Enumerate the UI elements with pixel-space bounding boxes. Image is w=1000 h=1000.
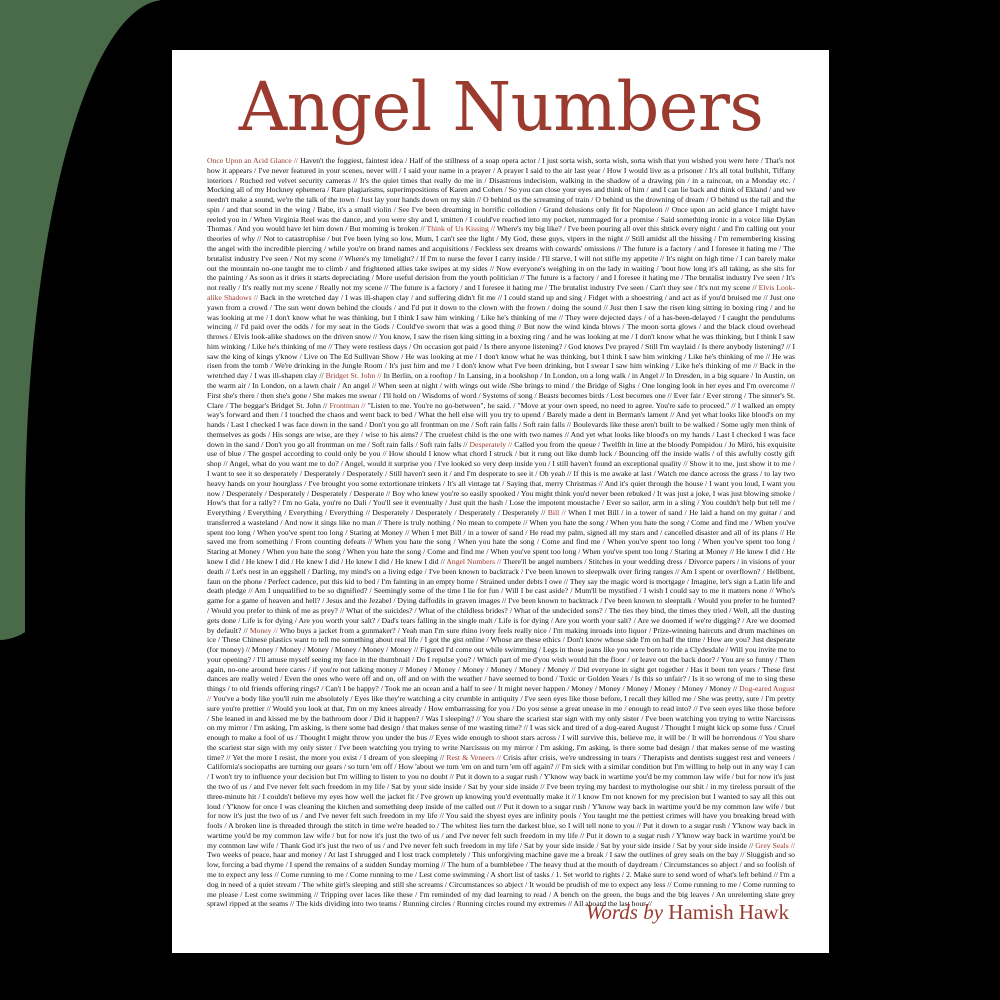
song-title: Angel Numbers // xyxy=(446,557,502,567)
song-title: Frontman // xyxy=(329,400,366,410)
song-title: Dog-eared August // xyxy=(207,684,795,703)
song-title: Desperately // xyxy=(469,439,513,449)
song-lyrics: Called you from the queue / Twelfth in line at the bloody Pompidou / Jo Miró, his exquisite use of blue / The gospel according to could only be you // How should I know what chord I struck / but it rung out like dumb luck / Bouncing off the inside walls / of this awfully costly gift shop // Angel, what do you want me to do? / Angel, would it surprise you / I've looked so very deep inside you / I still haven't found an exceptional quality // Show it to me, just show it to me / I want to see it so desperately / Desperately / Desperately / Still haven't seen it / and I'm desperate to see it / Oh yeah // If this is me awake at last / Watch me dance across the grass / to lay two heavy hands on your hourglass / I've brought you some extortionate trinkets / It's all vintage tat / Saying that, merry Christmas // And it's quiet through the house / I want you loud, I want you now / Desperately / Desperately / Desperately / Desperate // Boy who knew you're so easily spooked / You might think you'd never been rebuked / It was just a joke, I was just blowing smoke / How's that for a rally? / I'm no Gala, you're no Dali / You'll see it eventually / Just quit the hash / Lose the impotent moustache / Ever so sailor, arm in a sling / You couldn't help but tell me / Everything / Everything / Everything / Everything // Desperately / Desperately / Desperately / Desperately // xyxy=(207,439,795,518)
song-lyrics: Two weeks of peace, haar and money / At last I shrugged and I lost track completely / This unforgiving machine gave me a break / I saw the outlines of grey seals on the bay // Sluggish and so low, forcing a bad rhyme / I spend the remains of a sudden Sunday morning // The hum of a bumblebee / The heavy thud at the mouth of daydream / Circumstances so abject / and so foolish of me to expect any less // Come running to me / Come running to me / Lest come swimming / A short list of tasks / 1. Set world to rights / 2. Make sure to send word of what's left behind // I'm a dog in need of a quiet stream / The white girl's sleeping and still she screams / Circumstances so abject / It would be prudish of me to expect any less // Come running to me / Come running to me please / Lest come swimming // Tripping over laces like these / I'm reminded of my dad learning to read / A bench on the green, the bugs and the big leaves / An unrelenting slate grey sprawl ripped at the seams // The kids dividing into two teams / Running circles / Running circles round my extremes // All aboard the last hour // xyxy=(207,850,795,909)
song-title: Rest & Veneers // xyxy=(446,752,501,762)
song-title: Bridget St. John // xyxy=(325,371,382,381)
song-title: Grey Seals // xyxy=(755,840,795,850)
song-lyrics: Where's my big like? / I've been pouring all over this shtick every night / and I'm calling out your theories of why // Not to catastrophise / but I've been lying so low, Mum, I can't see the light / My God, these guys, vipers in the night // Still amidst all the hissing / I'm remembering kissing the angel with the incredible piercing / while you're on brand names and acquisitions / Feckless sex dreams with cowards' omissions // The future is a factory / and I foresee it hating me / The brutalist industry I've seen / Not my scene // Where's my limelight? / If I'm to nurse the fever I carry inside / I'll starve, I will not stifle my appetite // It's night on high time / I can barely make out the mountain no-one taught me to climb / and frightened allies take swipes at my sides // Now everyone's weighing in on the lady in waiting / 'bout how long it's all taking, as she sits for the painting / As soon as it dries it starts depreciating / More useful derision from the youth politician // The future is a factory / and I foresee it hating me / The brutalist industry I've seen / It's not really / It's really not my scene / Really not my scene // The future is a factory / and I foresee it hating me / The brutalist industry I've seen / Can't they see / It's not my scene // xyxy=(207,224,795,293)
song-title: Money // xyxy=(249,625,278,635)
song-title: Think of Us Kissing // xyxy=(426,224,496,234)
song-title: Elvis Look-alike Shadows // xyxy=(207,283,795,302)
song-lyrics: Who buys a jacket from a gunmaker? / Yeah man I'm sure rhino ivory feels really nice / I'm making inroads into liquor / Prize-winning haircuts and drum machines on ice / These Chinese plastics want to tell me something about real life / I got the gist online / Whose are these ethics / Don't know whose side I'm on half the time / How are you? Just desperate (for money) // Money / Money / Money / Money / Money / Money // Figured I'd come out while swimming / Legs in those jeans like you were born to ride a Clydesdale / Will you invite me to your opening? / I'll amuse myself seeing my face in the thumbnail / Do I repulse you? / Which part of me d'you wish would hit the floor / or leave out the back door? / You are so funny / Then again, no-one around here cares / if you're not talking money // Money / Money / Money / Money / Money / Money // Did everyone in sight get together / Has it been ten years / These first dances are really weird / Even the ones who were off and on, off and on with the weather / have seemed to bond / Toxic or Golden Years / Is this so unfair? / Is it so wrong of me to sing these things / to old friends offering rings? / Can't I be happy? / Took me an ocean and a half to see / It might never happen / Money / Money / Money / Money / Money / Money // xyxy=(207,625,795,694)
song-lyrics: When I met Bill / in a tower of sand / He laid a hand on my guitar / and transferred a wasteland / And now it sings like no man // There is truly nothing / No mean to compete // When you hate the song / When you hate the song / Come and find me / When you've spent too long / When you've spent too long / Staring at Money // When I met Bill / in a tower of sand / He read my palm, signed all my stars and / cancelled disaster and all of its plans // He saved me from something / From counting defeats // When you hate the song / When you hate the song / Come and find me / When you've spent too long / When you've spent too long / Staring at Money / When you hate the song / When you hate the song / Come and find me / When you've spent too long / When you've spent too long / Staring at Money // He knew I did / He knew I did / He knew I did / He knew I did / He knew I did / He knew I did // xyxy=(207,508,795,567)
song-lyrics: There'll be angel numbers / Stitches in your wedding dress / Divorce papers / in visions of your death // Let's nest in an eggshell / Darling, my mind's on a living edge / I've been known to backtrack / I've been known to sleepwalk over firing ranges // Am I spent or overflown? / Hellbent, faun on the phone / Perfect cadence, put this kid to bed / I'm fainting in an empty home / Strained under debts I owe // They say the magic word is mortgage / Imagine, let's sign a Latin life and death pledge // Am I unqualified to be so dignified? / Seemingly some of the time I lie for fun / Will I be cast aside? / Mum'll be mystified / I wish I could say to me it matters none // Who's game for a game of heaven and hell? / Jesus and the Jezabel / Dying daffodils in graven images // I've been known to backtrack / I've been known to sleeptalk / Would you prefer to be hunted? / Would you prefer to think of me as prey? // What of the suicides? / What of the childless brides? / What of the undecided sons? / The ties they bind, the times they tried / Well, all the dusting gets done / Life is for dying / Are you worth your salt? / Dad's tears falling in the single malt / Life is for dying / Are you worth your salt? / Are we doomed if we're digging? / Are we doomed by default? // xyxy=(207,557,795,635)
lyrics-block xyxy=(207,156,795,909)
credit-prefix: Words by xyxy=(585,900,664,924)
song-lyrics: "Listen to me. You're no go-between", he said. / "Move at your own speed, no need to agree. You're safe to proceed." // I walked an empty way's forward and then / I touched the chaos and went back to bed / What the hell else will you try to upend / Barely made a dent in Berman's lament // And yet what looks like blood's on my hands / Last I checked I was face down in the sand / Don't you go all frontman on me / Soft rain falls / Soft rain falls // Boulevards like these aren't built to be walked / Some ugly men think of themselves as gods / His songs are wise, are they / wise to his aims? / The cruelest child is the one with two names // And yet what looks like blood's on my hands / Last I checked I was face down in the sand / Don't you go all frontman on me / Soft rain falls / Soft rain falls // xyxy=(207,400,796,449)
song-lyrics: Haven't the foggiest, faintest idea / Half of the stillness of a soap opera actor / I just sorta wish, sorta wish, sorta wish that you wished you were here / That's not how it appears / I've never featured in your scenes, never will / I said your name in a prayer / A prayer I said to the air last year / How I would live as a prisoner / It's all total bullshit, Tiffany interiors / Ruched red velvet security cameras // It's the quiet times that really do me in / Disastrous indecision, walking in the shadow of a drawing pin / in a raincoat, on a Monday etc. / Mocking all of my Hockney ephemera / Rare plagiarisms, superimpositions of Karen and Cohen / So you can close your eyes and think of him / and I can lie back and think of Ekland / and we needn't make a sound, we're the talk of the town / Just lay your hands down on my skin // O behind us the screaming of train / O behind us the drowning of dream / O behind us the tail and the spin / and that sound in the wing / Babe, it's a small violin / See I've been dreaming in horrific collodion / Grand delusions only fit for Napoleon // Once upon an acid glance I might have reeled you in / When Virginia Reel was the dance, and you were shy and I, smitten / I could've reached into my pocket, rummaged for a promise / Said something ironic in a voice like Dylan Thomas / And you would have let him down / But morning is broken // xyxy=(207,156,795,234)
song-lyrics: You've a body like you'll ruin me absolutely / Eyes like they're watching a city crumble in antiquity / I've seen eyes like those before, I recall they killed me / She was pretty, sure / I'm pretty sure you're prettier // Would you look at that, I'm on my knees already / How embarrassing for you / Do you sense a great unease in me / enough to read into? // I've seen eyes like those before / She leaned in and kissed me by the bathroom door / Did it happen? / Was I sleeping? // You share the scariest star sign with my only sister / I've been watching you trying to write Narcissus on my mirror / I'm asking, I'm asking, is there some bad design / that makes sense of me wasting time? // I was sick and tired of a dog-eared August / Thought I might kick up some fuss / Cruel enough to make a fool of us / Thought I might throw you under the bus // Eyes wide enough to shoot stars across / I will survive this, believe me, it will be / It will be horrendous // You share the scariest star sign with my only sister / I've been watching you trying to write Narcissus on my mirror / I'm asking, I'm asking, is there some bad design / that makes sense of me wasting time? // Yet the more I resist, the more you exist / I dream of you sleeping // xyxy=(207,693,795,762)
song-lyrics: Crisis after crisis, we're undressing in tears / Therapists and dentists suggest rest and veneers / California's sociopaths are turning our gears / so turn 'em off / How 'about we turn 'em on and turn 'em off again? // I'm sick with a similar condition but I'm willing to help out in any way I can / I won't try to influence your decision but I'm willing to listen to you no doubt // Put it down to a sugar rush / Y'know way back in wartime you'd be my common law wife / but for now it's just the two of us / and I've never felt such freedom in my life / Sat by your side inside / Sat by your side inside // I've been trying my hardest to mythologise our shit / in my tireless pursuit of the three-minute hit / I couldn't believe my eyes how well the jacket fit / I've grown up knowing you'd eventually make it // I know I'm not known for my precision but I wanted to say all this out loud / Y'know for once I was cleaning the kitchen and something deep inside of me called out // Put it down to a sugar rush / Y'know way back in wartime you'd be my common law wife / but for now it's just the two of us / and I've never felt such freedom in my life // You said the shyest eyes are infinity pools / You taught me the pettiest crimes will have you breaking bread with fools / A broken line is threaded through the stitch in time we're headed to / The whitest lies turn the darkest blue, so I will tell none to you // Put it down to a sugar rush / Y'know way back in wartime you'd be my common law wife / but for now it's just the two of us / and I've never felt such freedom in my life // Put it down to a sugar rush / Y'know way back in wartime you'd be my common law wife / Thank God it's just the two of us / and I've never felt such freedom in my life / Sat by your side inside / Sat by your side inside / Sat by your side inside // xyxy=(207,752,795,850)
song-title: Bill // xyxy=(547,508,566,518)
song-title: Once Upon an Acid Glance // xyxy=(207,156,299,165)
song-lyrics: Back in the wretched day / I was ill-shapen clay / and suffering didn't fit me // I could stand up and sing / Fidget with a shoestring / and act as if you'd bruised me // Just one yawn from a crowd / The sun went down behind the clouds / and I'd put it down to the clown with the frown / doing the sound // Just then I saw the risen king sitting in boxing ring / and he was looking at me / I don't know what he was thinking, but I think I saw him winking / Like he's thinking of me // They were dejected days / of a has-been-delayed / I caught the pendulums wincing // I'd paid over the odds / for my seat in the Gods / Could've sworn that was a good thing // But now the wind kinda blows / The moon sorta glows / and the black cloud overhead throws / Elvis look-alike shadows on the driven snow // You know, I saw the risen king sitting in a boxing ring / and he was looking at me / I don't know what he was thinking, but I think I saw him winking / Like he's thinking of me // They were restless days / On occasion got paid / Is there anyone listening? / God knows I've prayed / Still I'm waylaid / Is there anybody listening? // I saw the king of kings y'know / Live on The Ed Sullivan Show / He was looking at me / I don't know what he was thinking, but I think I saw him winking / Like he's thinking of me // He was risen from the tomb / We're drinking in the Jungle Room / It's just him and me / I don't know what I've been drinking, but I swear I saw him winking / Like he's thinking of me // Back in the wretched day / I was ill-shapen clay // xyxy=(207,292,795,381)
credit-name: Hamish Hawk xyxy=(668,900,789,924)
song-lyrics: In Berlin, on a rooftop / In Lansing, in a bookshop / In London, on a long walk / in Angel // In Dresden, in a big square / In Austin, on the warm air / In London, on a lawn chair / An angel // When seen at night / with wings out wide /She brings to mind / the Bridge of Sighs / One longing look in her eyes and I'm overcome // First she's there / then she's gone / She makes me swear / I'll hold on / Wisdoms of word / Systems of song / Beasts becomes birds / Lost becomes one // Ever fair / Ever strong / The sinner's St. Clare / The beggar's Bridget St. John // xyxy=(207,371,795,410)
poster-title: Angel Numbers xyxy=(238,68,764,146)
author-credit xyxy=(586,900,789,925)
lyrics-poster xyxy=(172,50,829,953)
